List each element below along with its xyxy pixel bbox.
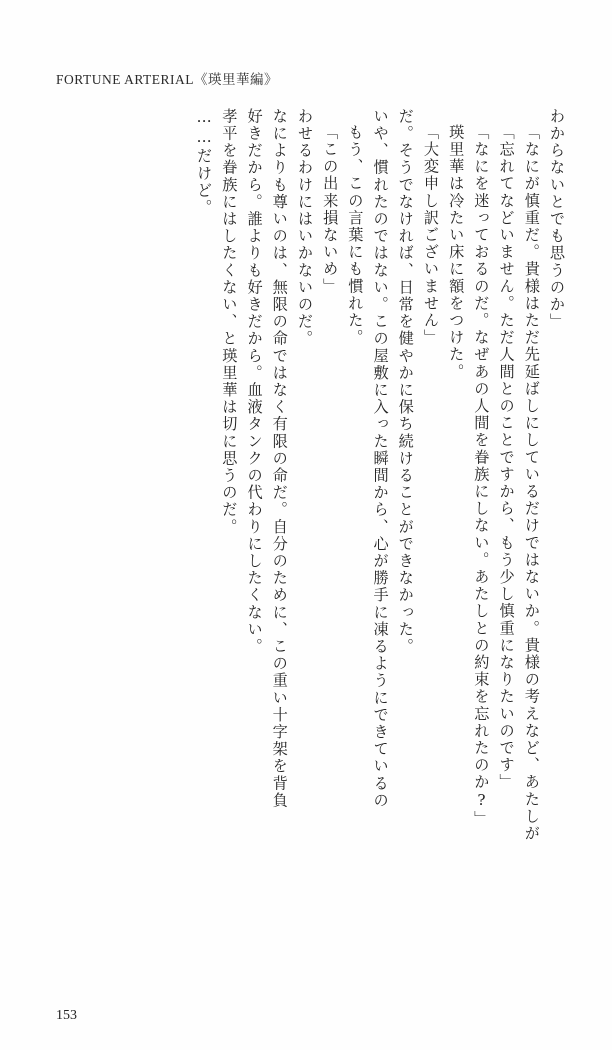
text-column: 瑛里華は冷たい床に額をつけた。 [447, 124, 466, 381]
text-column: 「忘れてなどいません。ただ人間とのことですから、もう少し慎重になりたいのです」 [497, 124, 516, 791]
text-column: 「なにが慎重だ。貴様はただ先延ばしにしているだけではないか。貴様の考えなど、あたしが [522, 124, 541, 843]
text-column: いや、慣れたのではない。この屋敷に入った瞬間から、心が勝手に凍るようにできているの [371, 108, 390, 810]
text-column: なによりも尊いのは、無限の命ではなく有限の命だ。自分のために、この重い十字架を背負 [270, 108, 289, 810]
text-column: わせるわけにはいかないのだ。 [295, 108, 314, 348]
text-column: ……だけど。 [195, 108, 214, 217]
text-column: 好きだから。誰よりも好きだから。血液タンクの代わりにしたくない。 [245, 108, 264, 656]
text-column: もう、この言葉にも慣れた。 [346, 124, 365, 347]
text-column: わからないとでも思うのか」 [548, 108, 566, 331]
text-column: 「この出来損ないめ」 [321, 124, 340, 295]
text-column: 「なにを迷っておるのだ。なぜあの人間を眷族にしない。あたしとの約束を忘れたのか?」 [472, 124, 491, 828]
vertical-body-text [186, 108, 564, 968]
text-column: だ。そうでなければ、日常を健やかに保ち続けることができなかった。 [396, 108, 415, 656]
text-column: 「大変申し訳ございません」 [421, 124, 440, 347]
page-number: 153 [56, 1008, 77, 1023]
running-head: FORTUNE ARTERIAL《瑛里華編》 [56, 72, 279, 87]
text-column: 孝平を眷族にはしたくない、と瑛里華は切に思うのだ。 [220, 108, 239, 536]
